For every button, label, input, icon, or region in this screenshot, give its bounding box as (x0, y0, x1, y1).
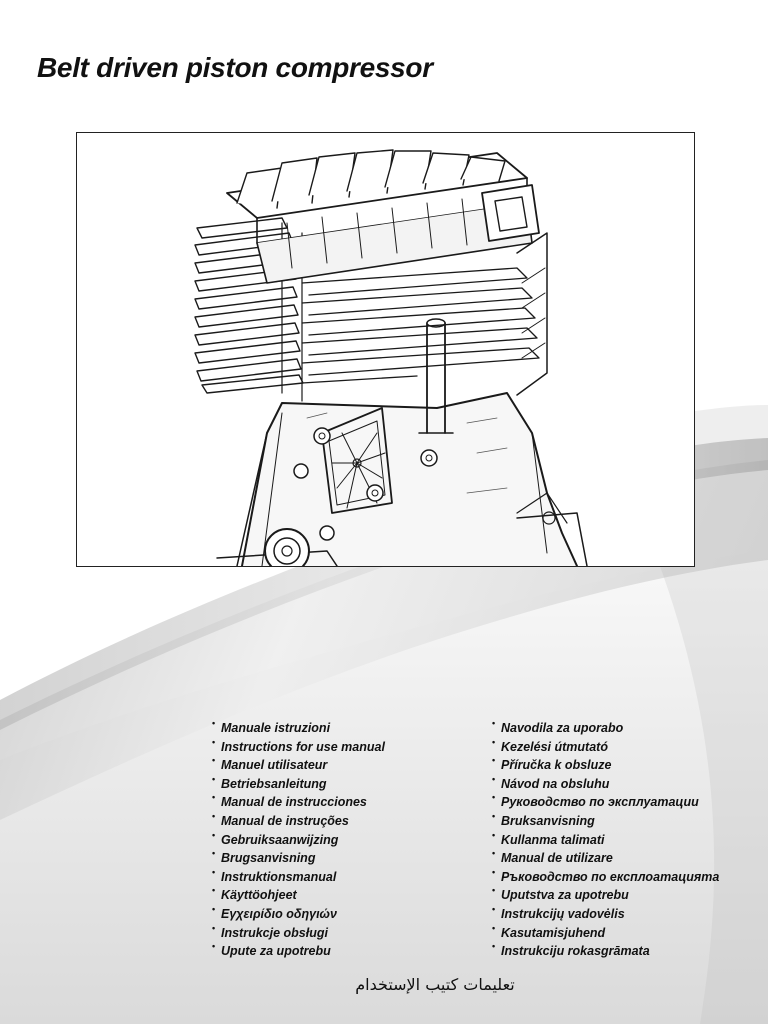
bullet-icon: • (492, 792, 496, 803)
language-label: Instrukcje obsługi (221, 925, 328, 940)
bullet-icon: • (492, 829, 496, 840)
bullet-icon: • (492, 773, 496, 784)
language-label: Instruktionsmanual (221, 869, 337, 884)
list-item (492, 831, 719, 850)
list-item (212, 812, 385, 831)
list-item (212, 775, 385, 794)
bullet-icon: • (212, 922, 216, 933)
list-item (492, 793, 719, 812)
language-label: Ръководство по експлоатацията (501, 869, 720, 884)
list-item (492, 868, 719, 887)
bullet-icon: • (212, 941, 216, 952)
bullet-icon: • (492, 736, 496, 747)
language-label: Upute za upotrebu (221, 944, 331, 959)
language-label: Kasutamisjuhend (501, 925, 606, 940)
bullet-icon: • (212, 829, 216, 840)
list-item (212, 831, 385, 850)
list-item (212, 924, 385, 943)
bullet-icon: • (492, 718, 496, 728)
language-label: Kezelési útmutató (501, 739, 608, 754)
bullet-icon: • (212, 903, 216, 914)
language-label: Betriebsanleitung (221, 776, 327, 791)
bullet-icon: • (212, 736, 216, 747)
language-label: Gebruiksaanwijzing (221, 832, 339, 847)
document-title: Belt driven piston compressor (37, 52, 433, 83)
bullet-icon: • (492, 922, 496, 933)
language-label: Bruksanvisning (501, 813, 595, 828)
language-label: Manual de instrucciones (221, 795, 367, 810)
list-item (212, 868, 385, 887)
list-item (492, 905, 719, 924)
list-item (212, 905, 385, 924)
language-label: Manuel utilisateur (221, 758, 328, 773)
language-label: Manuale istruzioni (221, 721, 331, 735)
bullet-icon: • (212, 810, 216, 821)
bullet-icon: • (492, 941, 496, 952)
bullet-icon: • (492, 885, 496, 896)
list-item (212, 942, 385, 961)
list-item (492, 775, 719, 794)
language-label: Příručka k obsluze (501, 758, 612, 773)
list-item (212, 719, 385, 738)
language-label: Руководство по эксплуатации (501, 795, 699, 810)
bullet-icon: • (212, 848, 216, 859)
bullet-icon: • (212, 755, 216, 766)
list-item (212, 793, 385, 812)
language-label: Manual de utilizare (501, 851, 613, 866)
language-list-right (492, 719, 719, 961)
language-label: Instrukciju rokasgrāmata (501, 944, 650, 959)
bullet-icon: • (212, 792, 216, 803)
bullet-icon: • (492, 848, 496, 859)
language-list-left (212, 719, 385, 961)
compressor-head-drawing (77, 133, 694, 566)
bullet-icon: • (492, 903, 496, 914)
list-item (212, 886, 385, 905)
list-item (492, 738, 719, 757)
bullet-icon: • (492, 810, 496, 821)
language-label: Instructions for use manual (221, 739, 385, 754)
list-item (492, 942, 719, 961)
language-label: Manual de instruções (221, 813, 349, 828)
bullet-icon: • (492, 755, 496, 766)
bullet-icon: • (212, 866, 216, 877)
list-item (492, 924, 719, 943)
bullet-icon: • (492, 866, 496, 877)
language-label: Kullanma talimati (501, 832, 605, 847)
arabic-manual-label: تعليمات كتيب الإستخدام (355, 975, 515, 994)
language-label: Εγχειρίδιο οδηγιών (221, 906, 337, 921)
language-label: Návod na obsluhu (501, 776, 610, 791)
language-label: Käyttöohjeet (221, 888, 297, 903)
list-item (212, 756, 385, 775)
bullet-icon: • (212, 885, 216, 896)
bullet-icon: • (212, 718, 216, 728)
compressor-illustration-frame (76, 132, 695, 567)
language-label: Uputstva za upotrebu (501, 888, 629, 903)
list-item (492, 812, 719, 831)
language-label: Brugsanvisning (221, 851, 316, 866)
list-item (492, 886, 719, 905)
list-item (212, 849, 385, 868)
list-item (212, 738, 385, 757)
bullet-icon: • (212, 773, 216, 784)
language-label: Navodila za uporabo (501, 721, 624, 735)
list-item (492, 719, 719, 738)
language-label: Instrukcijų vadovėlis (501, 906, 625, 921)
list-item (492, 756, 719, 775)
list-item (492, 849, 719, 868)
